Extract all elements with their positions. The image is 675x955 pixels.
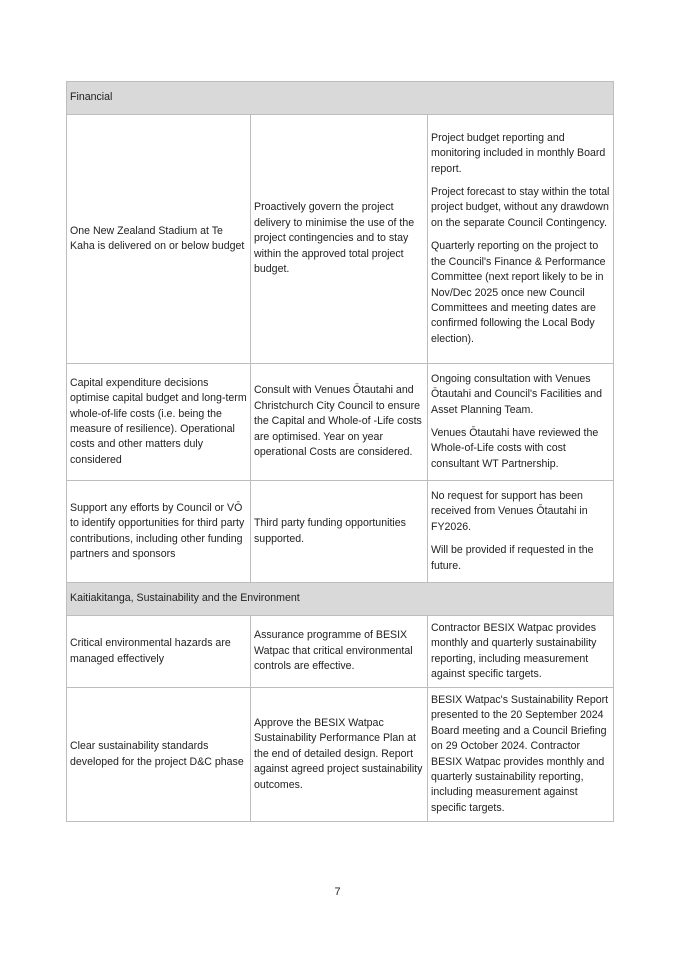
measure-cell: Proactively govern the project delivery to minimise the use of the project contingencies and to stay within the approved total project budget. — [251, 115, 428, 364]
measure-cell: Approve the BESIX Watpac Sustainability Performance Plan at the end of detailed design. Report against agreed project sustainability outcomes. — [251, 688, 428, 822]
status-cell — [428, 115, 614, 364]
status-cell — [428, 364, 614, 481]
performance-table — [66, 81, 614, 822]
objective-cell: Clear sustainability standards developed for the project D&C phase — [67, 688, 251, 822]
status-paragraph: Ongoing consultation with Venues Ōtautahi and Council's Facilities and Asset Planning Team. — [431, 372, 603, 416]
measure-cell: Consult with Venues Ōtautahi and Christchurch City Council to ensure the Capital and Whole-of -Life costs are optimised. Year on year operational Costs are considered. — [251, 364, 428, 481]
measure-cell: Assurance programme of BESIX Watpac that critical environmental controls are effective. — [251, 616, 428, 688]
status-paragraph: Contractor BESIX Watpac provides monthly and quarterly sustainability reporting, including measurement against specific targets. — [431, 621, 597, 680]
status-paragraph: Will be provided if requested in the future. — [431, 544, 594, 572]
section-title-financial: Financial — [67, 82, 614, 115]
objective-cell: Support any efforts by Council or VŌ to identify opportunities for third party contributions, including other funding partners and sponsors — [67, 481, 251, 583]
section-header-row — [67, 82, 614, 115]
page-number: 7 — [334, 886, 341, 898]
section-header-row — [67, 583, 614, 616]
objective-cell: One New Zealand Stadium at Te Kaha is delivered on or below budget — [67, 115, 251, 364]
table-row — [67, 688, 614, 822]
measure-cell: Third party funding opportunities supported. — [251, 481, 428, 583]
table-row — [67, 115, 614, 364]
table-row — [67, 364, 614, 481]
status-cell — [428, 616, 614, 688]
table-row — [67, 616, 614, 688]
status-paragraph: Project forecast to stay within the total project budget, without any drawdown on the separate Council Contingency. — [431, 186, 610, 229]
status-cell — [428, 481, 614, 583]
status-paragraph: Quarterly reporting on the project to the Council's Finance & Performance Committee (next report likely to be in Nov/Dec 2025 once new Council Committees and meeting dates are confirmed following the Local Body election). — [431, 240, 606, 345]
status-paragraph: BESIX Watpac's Sustainability Report presented to the 20 September 2024 Board meeting and a Council Briefing on 29 October 2024. Contractor BESIX Watpac provides monthly and quarterly sustainability reporting, including measurement against specific targets. — [431, 693, 609, 814]
status-paragraph: Venues Ōtautahi have reviewed the Whole-of-Life costs with cost consultant WT Partnership. — [431, 427, 599, 470]
status-cell — [428, 688, 614, 822]
objective-cell: Capital expenditure decisions optimise capital budget and long-term whole-of-life costs (i.e. being the measure of resilience). Operational costs and other matters duly considered — [67, 364, 251, 481]
status-paragraph: No request for support has been received from Venues Ōtautahi in FY2026. — [431, 489, 588, 533]
objective-cell: Critical environmental hazards are managed effectively — [67, 616, 251, 688]
status-paragraph: Project budget reporting and monitoring included in monthly Board report. — [431, 131, 606, 175]
table-row — [67, 481, 614, 583]
section-title-sustainability: Kaitiakitanga, Sustainability and the Environment — [67, 583, 614, 616]
